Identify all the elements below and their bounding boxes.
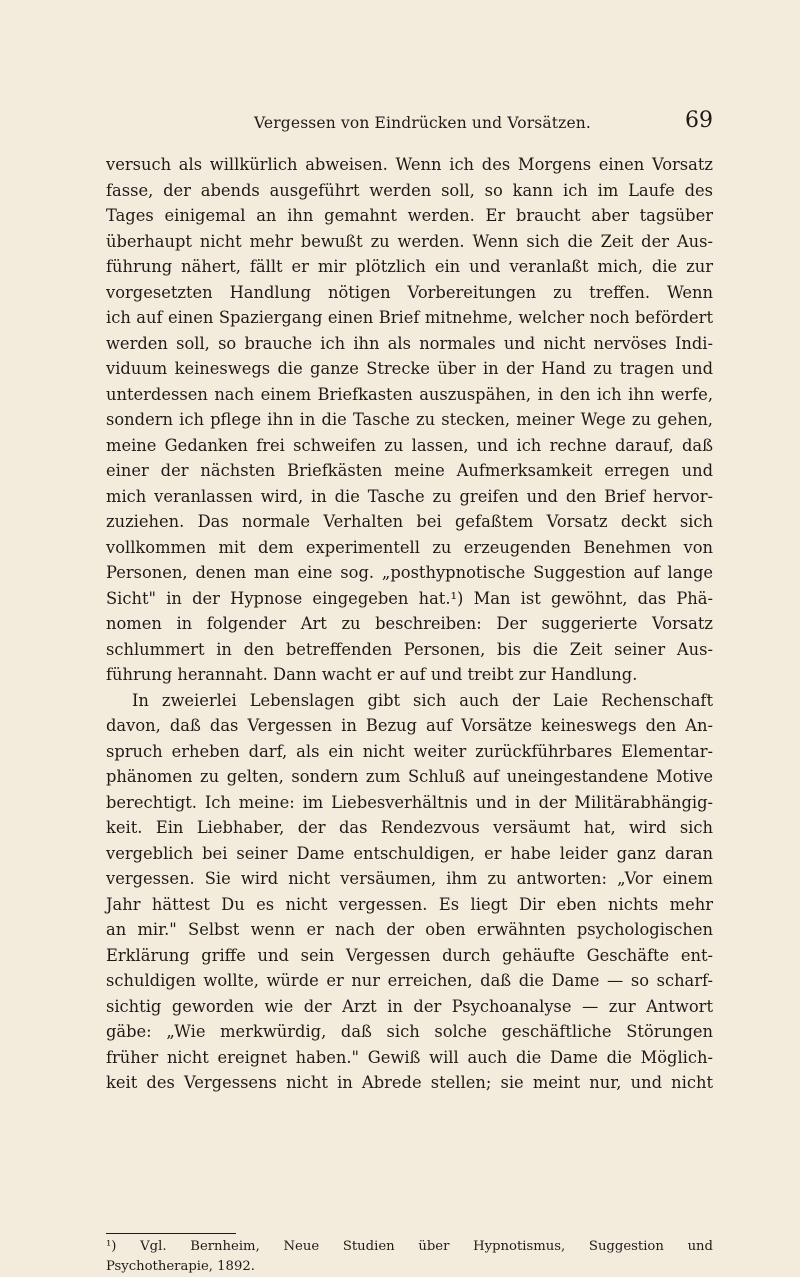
text-line: ich auf einen Spaziergang einen Brief mitnehme, welcher noch befördert <box>106 308 713 327</box>
text-line: werden soll, so brauche ich ihn als normales und nicht nervöses Indi- <box>106 333 713 353</box>
page-header <box>106 108 713 142</box>
text-line: phänomen zu gelten, sondern zum Schluß auf uneingestandene Motive <box>106 767 713 786</box>
text-line: einer der nächsten Briefkästen meine Aufmerksamkeit erregen und <box>106 461 713 480</box>
footnote-line: ¹) Vgl. Bernheim, Neue Studien über Hypnotismus, Suggestion und <box>106 1239 713 1254</box>
text-line: keit. Ein Liebhaber, der das Rendezvous versäumt hat, wird sich <box>106 818 713 837</box>
text-line: führung nähert, fällt er mir plötzlich ein und veranlaßt mich, die zur <box>106 257 713 276</box>
text-line: mich veranlassen wird, in die Tasche zu greifen und den Brief hervor- <box>106 486 713 506</box>
text-line: Personen, denen man eine sog. „posthypnotische Suggestion auf lange <box>106 563 713 582</box>
text-line: nomen in folgender Art zu beschreiben: Der suggerierte Vorsatz <box>106 614 713 633</box>
text-line: viduum keineswegs die ganze Strecke über in der Hand zu tragen und <box>106 359 713 378</box>
text-line: überhaupt nicht mehr bewußt zu werden. Wenn sich die Zeit der Aus- <box>106 231 713 251</box>
text-line: meine Gedanken frei schweifen zu lassen, und ich rechne darauf, daß <box>106 435 713 455</box>
text-line: Sicht" in der Hypnose eingegeben hat.¹) Man ist gewöhnt, das Phä- <box>106 588 713 608</box>
running-head: Vergessen von Eindrücken und Vorsätzen. <box>254 114 592 132</box>
text-line: vergessen. Sie wird nicht versäumen, ihm zu antworten: „Vor einem <box>106 869 713 888</box>
text-line: schuldigen wollte, würde er nur erreichen, daß die Dame — so scharf- <box>106 971 713 990</box>
footnote-divider <box>106 1233 236 1234</box>
text-line: vorgesetzten Handlung nötigen Vorbereitungen zu treffen. Wenn <box>106 282 713 302</box>
page-number: 69 <box>685 108 713 133</box>
text-line: zuziehen. Das normale Verhalten bei gefaßtem Vorsatz deckt sich <box>106 512 713 531</box>
text-line: davon, daß das Vergessen in Bezug auf Vorsätze keineswegs den An- <box>106 716 713 735</box>
text-line: Jahr hättest Du es nicht vergessen. Es liegt Dir eben nichts mehr <box>106 894 713 914</box>
text-line: an mir." Selbst wenn er nach der oben erwähnten psychologischen <box>106 920 713 939</box>
footnote-line: Psychotherapie, 1892. <box>106 1259 255 1274</box>
text-line: früher nicht ereignet haben." Gewiß will auch die Dame die Möglich- <box>106 1047 713 1067</box>
text-line: vollkommen mit dem experimentell zu erzeugenden Benehmen von <box>106 537 713 557</box>
text-line: Erklärung griffe und sein Vergessen durch gehäufte Geschäfte ent- <box>106 945 713 965</box>
text-line: berechtigt. Ich meine: im Liebesverhältnis und in der Militärabhängig- <box>106 792 713 812</box>
text-line: sichtig geworden wie der Arzt in der Psychoanalyse — zur Antwort <box>106 996 713 1016</box>
body-text <box>106 152 713 1096</box>
text-line: vergeblich bei seiner Dame entschuldigen, er habe leider ganz daran <box>106 843 713 863</box>
text-line: gäbe: „Wie merkwürdig, daß sich solche geschäftliche Störungen <box>106 1022 713 1041</box>
text-line: fasse, der abends ausgeführt werden soll, so kann ich im Laufe des <box>106 180 713 200</box>
footnotes <box>106 1237 713 1277</box>
text-line: versuch als willkürlich abweisen. Wenn ich des Morgens einen Vorsatz <box>106 155 713 174</box>
text-line: schlummert in den betreffenden Personen, bis die Zeit seiner Aus- <box>106 639 713 659</box>
text-line: sondern ich pflege ihn in die Tasche zu stecken, meiner Wege zu gehen, <box>106 410 713 429</box>
text-line: führung herannaht. Dann wacht er auf und treibt zur Handlung. <box>106 665 638 684</box>
text-line: keit des Vergessens nicht in Abrede stellen; sie meint nur, und nicht <box>106 1073 713 1092</box>
text-line: spruch erheben darf, als ein nicht weiter zurückführbares Elementar- <box>106 741 713 761</box>
text-line: Tages einigemal an ihn gemahnt werden. Er braucht aber tagsüber <box>106 206 713 225</box>
text-line: unterdessen nach einem Briefkasten auszuspähen, in den ich ihn werfe, <box>106 384 713 404</box>
text-line: In zweierlei Lebenslagen gibt sich auch der Laie Rechenschaft <box>132 690 713 710</box>
